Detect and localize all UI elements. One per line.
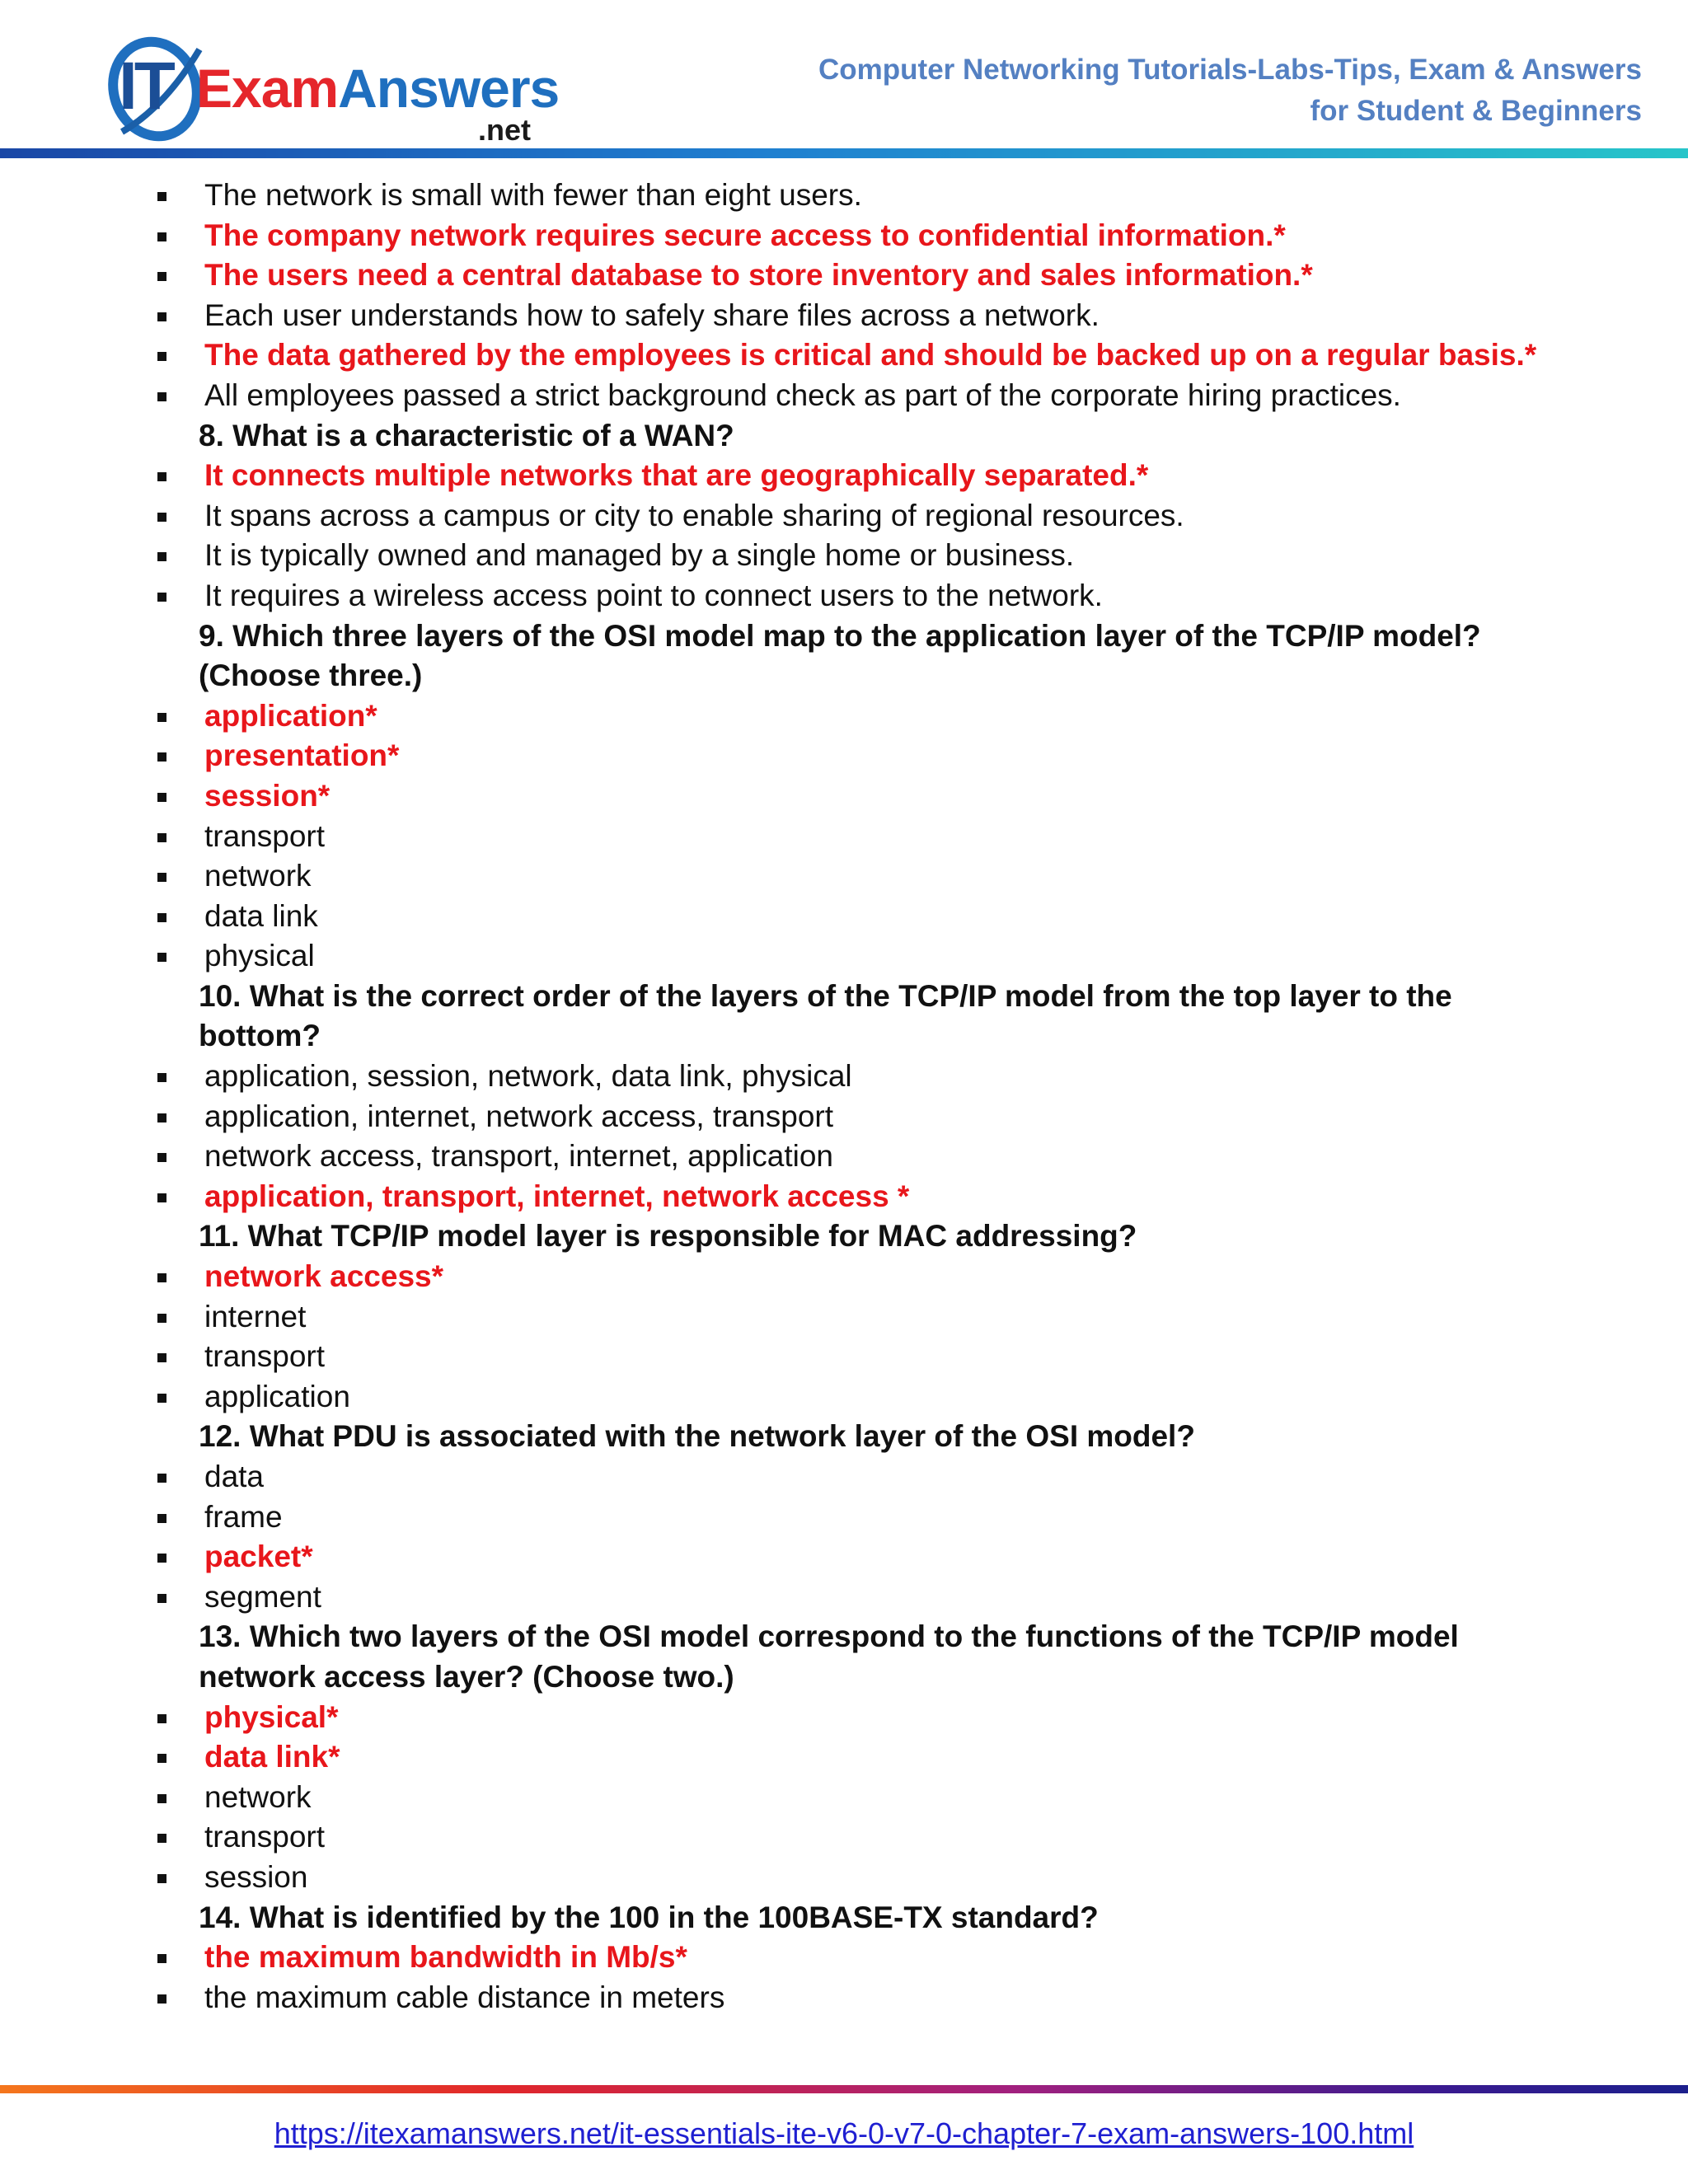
logo-net-text: .net bbox=[478, 113, 532, 147]
line-text: the maximum cable distance in meters bbox=[204, 1980, 725, 2014]
bullet-square-icon bbox=[157, 1714, 166, 1723]
correct-answer-item bbox=[0, 1938, 1688, 1978]
tagline-line-2: for Student & Beginners bbox=[1310, 95, 1642, 127]
line-text: It spans across a campus or city to enable sharing of regional resources. bbox=[204, 498, 1184, 532]
answer-option-item bbox=[0, 1978, 1688, 2018]
bullet-square-icon bbox=[157, 1353, 166, 1362]
question-text bbox=[0, 1617, 1688, 1657]
answer-option-item bbox=[0, 536, 1688, 576]
question-text bbox=[0, 1016, 1688, 1057]
answer-option-item bbox=[0, 936, 1688, 977]
line-text: application, internet, network access, transport bbox=[204, 1099, 833, 1133]
line-text: 14. What is identified by the 100 in the 100BASE-TX standard? bbox=[199, 1900, 1099, 1934]
line-text: The network is small with fewer than eight users. bbox=[204, 178, 862, 212]
answer-option-item bbox=[0, 1817, 1688, 1858]
correct-answer-item bbox=[0, 1257, 1688, 1297]
question-text bbox=[0, 1898, 1688, 1938]
answer-option-item bbox=[0, 856, 1688, 897]
header-divider bbox=[0, 148, 1688, 158]
bullet-square-icon bbox=[157, 1994, 166, 2004]
bullet-square-icon bbox=[157, 1754, 166, 1763]
correct-answer-item bbox=[0, 255, 1688, 296]
answer-option-item bbox=[0, 817, 1688, 857]
bullet-square-icon bbox=[157, 1474, 166, 1483]
bullet-square-icon bbox=[157, 352, 166, 361]
bullet-square-icon bbox=[157, 1874, 166, 1883]
line-text: (Choose three.) bbox=[199, 658, 423, 693]
line-text: It is typically owned and managed by a single home or business. bbox=[204, 538, 1075, 573]
line-text: session* bbox=[204, 778, 331, 813]
bullet-square-icon bbox=[157, 1834, 166, 1843]
exam-content bbox=[0, 176, 1688, 2018]
line-text: transport bbox=[204, 1339, 326, 1374]
bullet-square-icon bbox=[157, 913, 166, 922]
line-text: network access* bbox=[204, 1259, 444, 1294]
correct-answer-item bbox=[0, 456, 1688, 496]
answer-option-item bbox=[0, 1778, 1688, 1818]
footer-url-link[interactable]: https://itexamanswers.net/it-essentials-ite-v6-0-v7-0-chapter-7-exam-answers-100.html bbox=[274, 2116, 1414, 2150]
answer-option-item bbox=[0, 1858, 1688, 1898]
question-text bbox=[0, 416, 1688, 457]
bullet-square-icon bbox=[157, 1193, 166, 1202]
bullet-square-icon bbox=[157, 192, 166, 201]
bullet-square-icon bbox=[157, 1153, 166, 1162]
line-text: application, transport, internet, network access * bbox=[204, 1179, 910, 1213]
line-text: network bbox=[204, 1779, 312, 1814]
bullet-square-icon bbox=[157, 312, 166, 321]
line-text: transport bbox=[204, 1820, 326, 1854]
bullet-square-icon bbox=[157, 392, 166, 401]
bullet-square-icon bbox=[157, 552, 166, 561]
answer-option-item bbox=[0, 296, 1688, 336]
line-text: data bbox=[204, 1460, 265, 1493]
line-text: segment bbox=[204, 1579, 321, 1614]
bullet-square-icon bbox=[157, 752, 166, 762]
bullet-square-icon bbox=[157, 1394, 166, 1403]
bullet-square-icon bbox=[157, 793, 166, 802]
line-text: packet* bbox=[204, 1540, 313, 1574]
line-text: physical* bbox=[204, 1699, 339, 1734]
line-text: network bbox=[204, 859, 312, 893]
line-text: network access, transport, internet, application bbox=[204, 1139, 833, 1174]
bullet-square-icon bbox=[157, 1794, 166, 1803]
answer-option-item bbox=[0, 1577, 1688, 1618]
line-text: 13. Which two layers of the OSI model correspond to the functions of the TCP/IP model bbox=[199, 1619, 1459, 1654]
answer-option-item bbox=[0, 496, 1688, 537]
bullet-square-icon bbox=[157, 232, 166, 241]
correct-answer-item bbox=[0, 1737, 1688, 1778]
bullet-square-icon bbox=[157, 513, 166, 522]
answer-option-item bbox=[0, 1057, 1688, 1097]
bullet-square-icon bbox=[157, 1594, 166, 1603]
tagline-line-1: Computer Networking Tutorials-Labs-Tips, Exam & Answers bbox=[818, 54, 1642, 86]
answer-option-item bbox=[0, 1337, 1688, 1377]
line-text: session bbox=[204, 1859, 308, 1894]
bullet-square-icon bbox=[157, 873, 166, 882]
line-text: internet bbox=[204, 1299, 307, 1333]
line-text: The company network requires secure access to confidential information.* bbox=[204, 218, 1286, 252]
answer-option-item bbox=[0, 1297, 1688, 1338]
bullet-square-icon bbox=[157, 1113, 166, 1122]
answer-option-item bbox=[0, 1497, 1688, 1538]
line-text: physical bbox=[204, 939, 315, 973]
logo-exam-text: Exam bbox=[196, 58, 339, 119]
line-text: It connects multiple networks that are geographically separated.* bbox=[204, 458, 1149, 493]
question-text bbox=[0, 977, 1688, 1017]
correct-answer-item bbox=[0, 1537, 1688, 1577]
bullet-square-icon bbox=[157, 472, 166, 481]
line-text: 10. What is the correct order of the layers of the TCP/IP model from the top layer to the bbox=[199, 978, 1452, 1013]
answer-option-item bbox=[0, 376, 1688, 416]
bullet-square-icon bbox=[157, 272, 166, 281]
line-text: data link* bbox=[204, 1740, 340, 1774]
correct-answer-item bbox=[0, 736, 1688, 776]
line-text: network access layer? (Choose two.) bbox=[199, 1659, 734, 1694]
line-text: data link bbox=[204, 898, 318, 933]
line-text: transport bbox=[204, 818, 326, 853]
bullet-square-icon bbox=[157, 1073, 166, 1082]
answer-option-item bbox=[0, 1457, 1688, 1497]
answer-option-item bbox=[0, 1137, 1688, 1177]
line-text: The data gathered by the employees is critical and should be backed up on a regular basis.* bbox=[204, 338, 1537, 373]
answer-option-item bbox=[0, 1377, 1688, 1418]
line-text: application, session, network, data link, physical bbox=[204, 1059, 852, 1094]
bullet-square-icon bbox=[157, 1273, 166, 1282]
line-text: the maximum bandwidth in Mb/s* bbox=[204, 1940, 687, 1975]
logo-wordmark bbox=[196, 58, 560, 119]
correct-answer-item bbox=[0, 216, 1688, 256]
line-text: It requires a wireless access point to connect users to the network. bbox=[204, 578, 1103, 612]
correct-answer-item bbox=[0, 1177, 1688, 1217]
line-text: The users need a central database to store inventory and sales information.* bbox=[204, 258, 1313, 293]
line-text: 12. What PDU is associated with the network layer of the OSI model? bbox=[199, 1419, 1195, 1454]
footer-divider bbox=[0, 2085, 1688, 2093]
bullet-square-icon bbox=[157, 833, 166, 842]
question-text bbox=[0, 1657, 1688, 1698]
question-text bbox=[0, 1216, 1688, 1257]
line-text: All employees passed a strict background check as part of the corporate hiring practices. bbox=[204, 377, 1401, 412]
bullet-square-icon bbox=[157, 1954, 166, 1963]
line-text: application* bbox=[204, 698, 377, 733]
line-text: presentation* bbox=[204, 738, 400, 773]
bullet-square-icon bbox=[157, 1554, 166, 1563]
answer-option-item bbox=[0, 897, 1688, 937]
logo-answers-text: Answers bbox=[338, 58, 560, 119]
bullet-square-icon bbox=[157, 713, 166, 722]
bullet-square-icon bbox=[157, 1314, 166, 1323]
logo-it-text: IT bbox=[119, 49, 172, 124]
site-tagline bbox=[818, 49, 1642, 132]
line-text: 8. What is a characteristic of a WAN? bbox=[199, 418, 734, 452]
line-text: application bbox=[204, 1379, 350, 1413]
question-text bbox=[0, 656, 1688, 696]
line-text: frame bbox=[204, 1499, 283, 1534]
question-text bbox=[0, 616, 1688, 657]
bullet-square-icon bbox=[157, 593, 166, 602]
bullet-square-icon bbox=[157, 953, 166, 962]
line-text: bottom? bbox=[199, 1019, 321, 1053]
correct-answer-item bbox=[0, 776, 1688, 817]
answer-option-item bbox=[0, 176, 1688, 216]
answer-option-item bbox=[0, 576, 1688, 616]
site-logo[interactable] bbox=[107, 33, 569, 148]
line-text: 9. Which three layers of the OSI model map to the application layer of the TCP/IP model? bbox=[199, 618, 1481, 653]
line-text: Each user understands how to safely share files across a network. bbox=[204, 298, 1100, 332]
correct-answer-item bbox=[0, 696, 1688, 737]
correct-answer-item bbox=[0, 1698, 1688, 1738]
line-text: 11. What TCP/IP model layer is responsible for MAC addressing? bbox=[199, 1219, 1137, 1254]
bullet-square-icon bbox=[157, 1514, 166, 1523]
question-text bbox=[0, 1417, 1688, 1457]
page-header bbox=[0, 0, 1688, 161]
correct-answer-item bbox=[0, 335, 1688, 376]
answer-option-item bbox=[0, 1097, 1688, 1137]
